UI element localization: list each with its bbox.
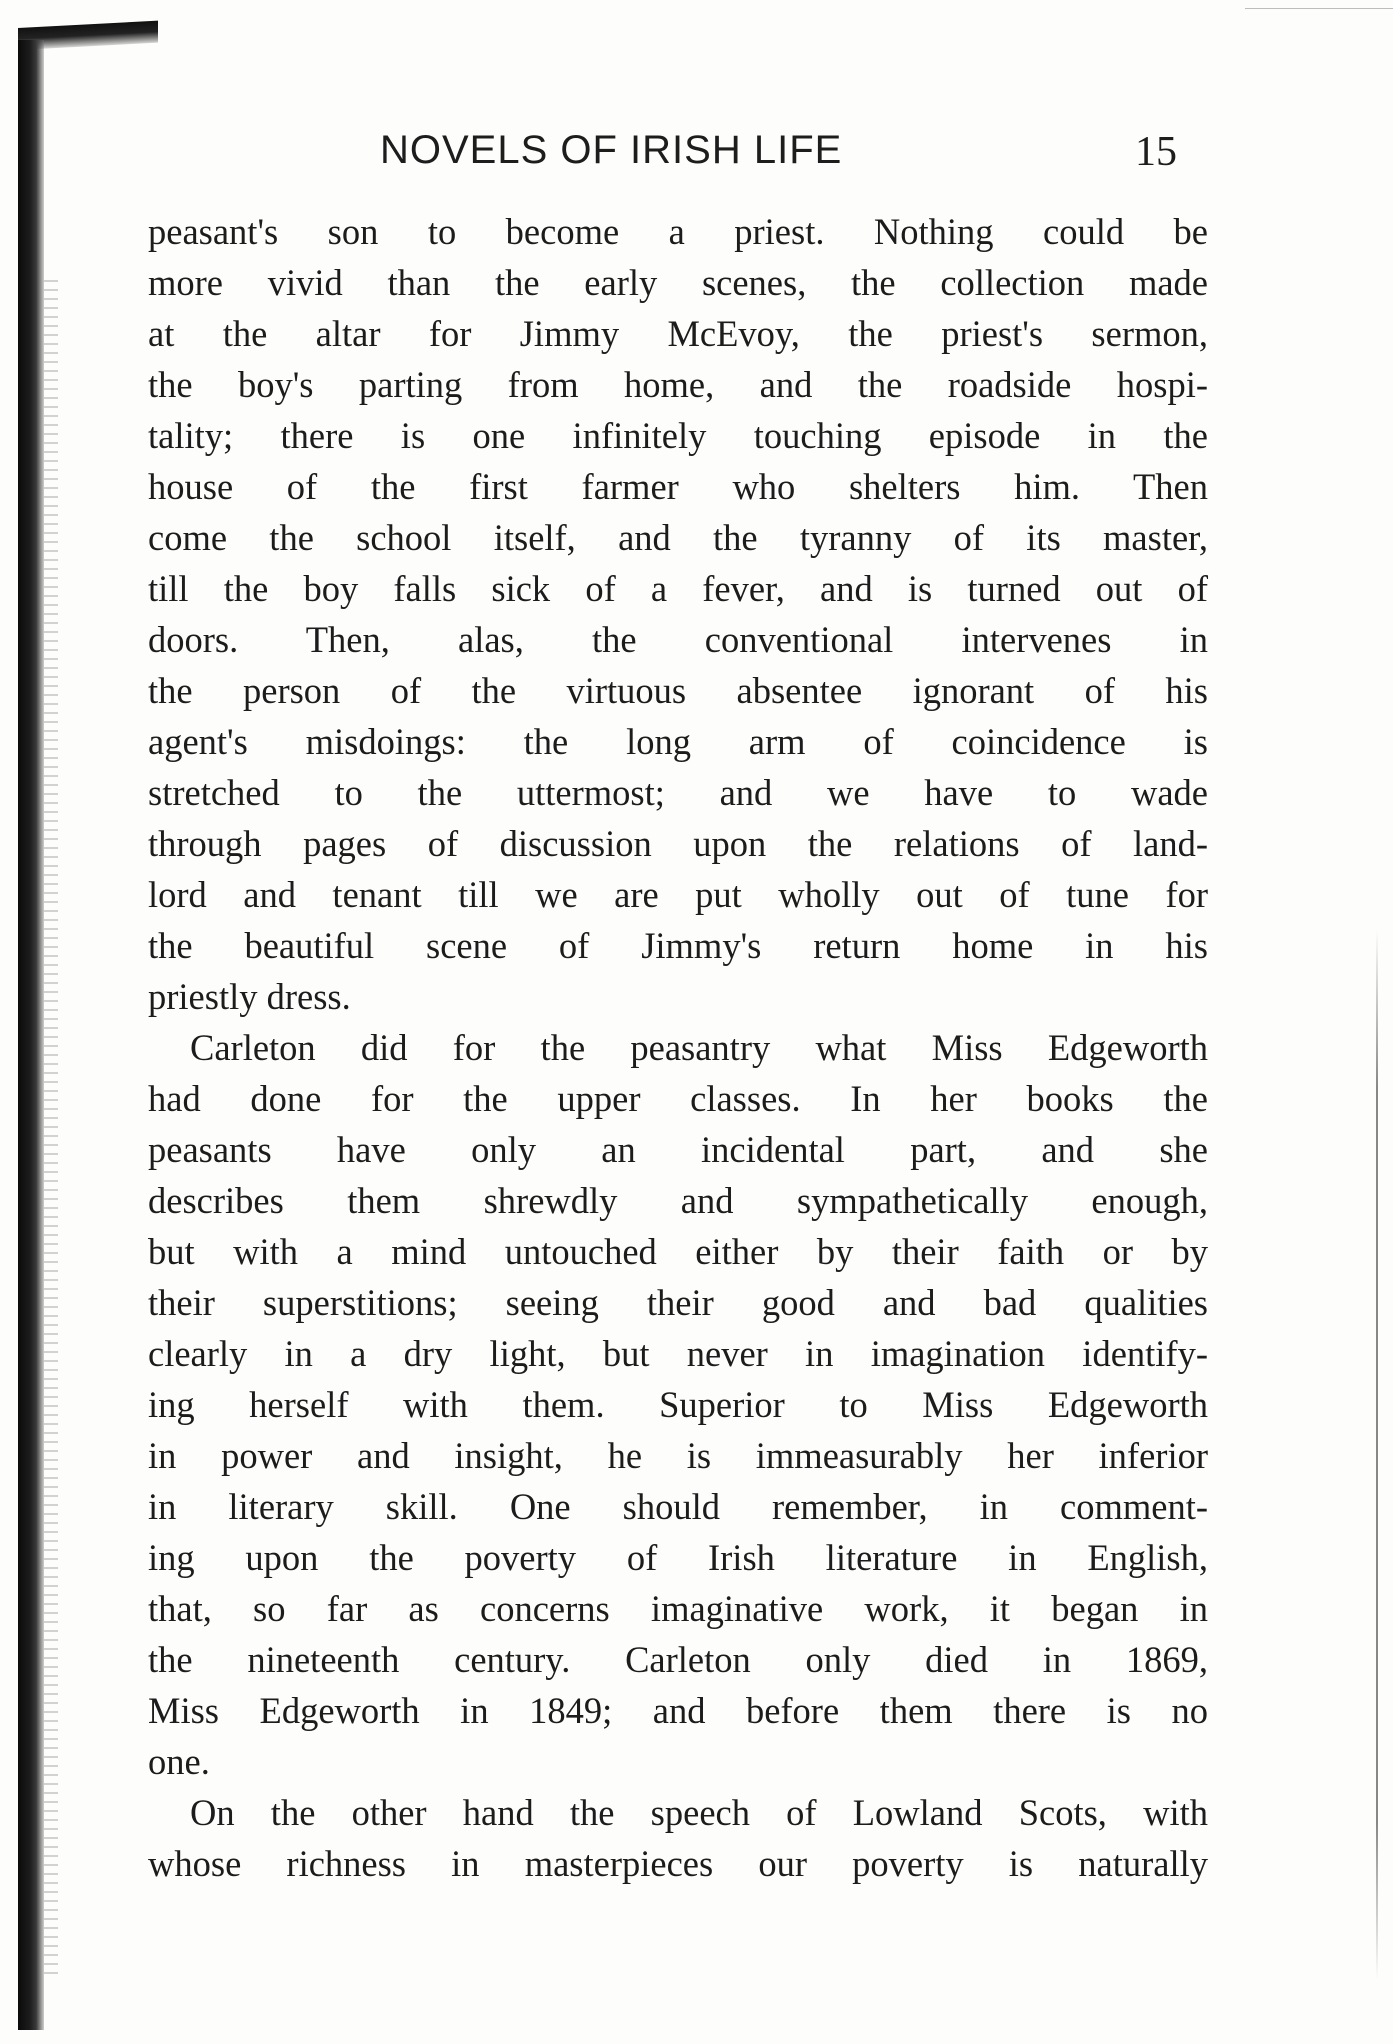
text-line: priestly dress. bbox=[148, 976, 351, 1017]
text-line: stretched to the uttermost; and we have to wade bbox=[148, 772, 1208, 813]
text-line: but with a mind untouched either by their faith or by bbox=[148, 1231, 1208, 1272]
text-line: the person of the virtuous absentee ignorant of his bbox=[148, 670, 1208, 711]
text-line: in literary skill. One should remember, in comment- bbox=[148, 1486, 1208, 1527]
text-line: in power and insight, he is immeasurably her inferior bbox=[148, 1435, 1208, 1476]
text-line: through pages of discussion upon the relations of land- bbox=[148, 823, 1208, 864]
text-line: ing upon the poverty of Irish literature in English, bbox=[148, 1537, 1208, 1578]
text-line: clearly in a dry light, but never in imagination identify- bbox=[148, 1333, 1208, 1374]
text-line: the boy's parting from home, and the roadside hospi- bbox=[148, 364, 1208, 405]
text-line: that, so far as concerns imaginative work, it began in bbox=[148, 1588, 1208, 1629]
body-text bbox=[148, 206, 1208, 1889]
text-line: till the boy falls sick of a fever, and is turned out of bbox=[148, 568, 1208, 609]
text-line: ing herself with them. Superior to Miss Edgeworth bbox=[148, 1384, 1208, 1425]
page-number: 15 bbox=[1135, 129, 1177, 175]
text-line: lord and tenant till we are put wholly out of tune for bbox=[148, 874, 1208, 915]
paragraph-1 bbox=[148, 206, 1208, 1022]
page-header bbox=[150, 128, 1200, 188]
text-line: had done for the upper classes. In her books the bbox=[148, 1078, 1208, 1119]
text-line: agent's misdoings: the long arm of coincidence is bbox=[148, 721, 1208, 762]
text-line: Miss Edgeworth in 1849; and before them there is no bbox=[148, 1690, 1208, 1731]
binding-texture bbox=[44, 280, 58, 1980]
text-line: whose richness in masterpieces our poverty is naturally bbox=[148, 1843, 1208, 1884]
text-line: tality; there is one infinitely touching episode in the bbox=[148, 415, 1208, 456]
binding-shadow bbox=[18, 40, 44, 2030]
text-line: come the school itself, and the tyranny of its master, bbox=[148, 517, 1208, 558]
text-line: at the altar for Jimmy McEvoy, the priest's sermon, bbox=[148, 313, 1208, 354]
page-edge-line bbox=[1376, 930, 1378, 1980]
text-line: On the other hand the speech of Lowland Scots, with bbox=[190, 1792, 1208, 1833]
text-line: the nineteenth century. Carleton only died in 1869, bbox=[148, 1639, 1208, 1680]
text-line: their superstitions; seeing their good and bad qualities bbox=[148, 1282, 1208, 1323]
running-head: NOVELS OF IRISH LIFE bbox=[380, 128, 843, 172]
text-line: describes them shrewdly and sympathetically enough, bbox=[148, 1180, 1208, 1221]
paragraph-2 bbox=[148, 1022, 1208, 1787]
text-line: peasants have only an incidental part, and she bbox=[148, 1129, 1208, 1170]
edge-rule bbox=[1245, 8, 1393, 9]
paragraph-3 bbox=[148, 1787, 1208, 1889]
text-line: more vivid than the early scenes, the collection made bbox=[148, 262, 1208, 303]
text-line: doors. Then, alas, the conventional intervenes in bbox=[148, 619, 1208, 660]
text-line: the beautiful scene of Jimmy's return home in his bbox=[148, 925, 1208, 966]
text-line: one. bbox=[148, 1741, 210, 1782]
text-line: Carleton did for the peasantry what Miss Edgeworth bbox=[190, 1027, 1208, 1068]
text-line: peasant's son to become a priest. Nothing could be bbox=[148, 211, 1208, 252]
text-line: house of the first farmer who shelters him. Then bbox=[148, 466, 1208, 507]
